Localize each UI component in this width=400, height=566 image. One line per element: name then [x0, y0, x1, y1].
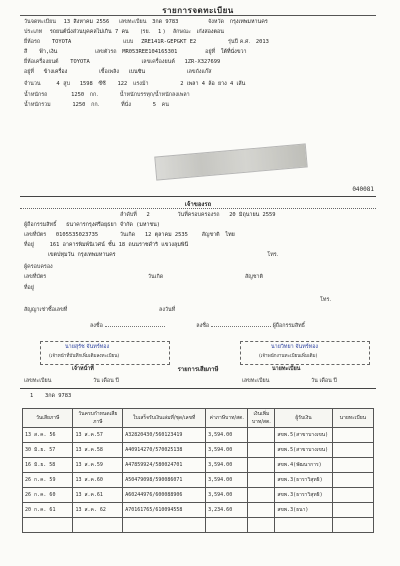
cc-unit: ซีซี [98, 81, 106, 87]
weight-value: 1250 [71, 92, 85, 98]
registration-document [20, 0, 376, 566]
title-rule [20, 15, 376, 16]
holder-label: ผู้ถือกรรมสิทธิ์ [24, 222, 57, 228]
nationality-label: สัญชาติ [201, 232, 220, 238]
left-date-label: วัน เดือน ปี [93, 378, 119, 384]
reg-row-3 [24, 39, 269, 46]
model-label: แบบ [123, 39, 134, 45]
address-line-2: เขตปทุมวัน กรุงเทพมหานคร [48, 252, 116, 258]
tax-table-header [23, 409, 374, 428]
own-date-value: 20 มิถุนายน 2559 [229, 212, 276, 218]
due-date: 13 ส.ค.61 [73, 488, 123, 503]
nationality-value: ไทย [225, 232, 235, 238]
officer-2-stamp-text: (เจ้าพนักงานทะเบียนเพิ่มเติม) [259, 354, 318, 359]
registrar-cell [332, 503, 373, 518]
address-label: ที่อยู่ [24, 242, 34, 248]
weight-label: น้ำหนักรถ [24, 92, 48, 98]
possessor-address-label: ที่อยู่ [24, 285, 34, 291]
officer-stamp-right [240, 341, 370, 365]
gas-tank-label: เลขถังแก๊ส [186, 69, 212, 75]
extra-amount [248, 503, 275, 518]
col-due: วันครบกำหนดเสียภาษี [73, 409, 123, 428]
extra-amount [248, 443, 275, 458]
due-date: 13 ส.ค.59 [73, 458, 123, 473]
col-amount: ค่าภาษีบาท/สต. [206, 409, 248, 428]
hp-value: 122 [117, 81, 128, 87]
year-label: รุ่นปี ค.ศ. [227, 39, 251, 45]
received-by: สขพ.5(สาขาบางเขน) [275, 428, 332, 443]
type-label: ประเภท [24, 29, 43, 35]
dob-label: วันเกิด [119, 232, 136, 238]
owner-row-2 [24, 222, 160, 229]
paid-date: 26 ก.ค. 59 [23, 473, 73, 488]
color-label: สี [24, 49, 28, 55]
owner-row-5 [48, 252, 278, 259]
cylinders-unit: สูบ [63, 81, 70, 87]
plate-label: เลขทะเบียน [119, 19, 147, 25]
officer-stamp-left [40, 341, 170, 365]
rsp-close: ) [163, 29, 166, 35]
holder-signature-label: ผู้ถือกรรมสิทธิ์ [272, 323, 305, 329]
chassis-label: เลขตัวรถ [94, 49, 117, 55]
contract-label: สัญญาเช่าซื้อเลขที่ [24, 307, 68, 313]
table-row [23, 458, 374, 473]
chassis-pos-label: อยู่ที่ [205, 49, 216, 55]
registrar-cell [332, 443, 373, 458]
owner-title-underline [20, 208, 376, 209]
reg-row-8 [24, 92, 190, 99]
tax-amount: 3,594.00 [206, 443, 248, 458]
gross-weight-value: 1250 [72, 102, 86, 108]
paid-date: 20 ก.ค. 61 [23, 503, 73, 518]
adhesive-tape-strip [154, 143, 308, 180]
paid-date: 30 มิ.ย. 57 [23, 443, 73, 458]
receipt-no: A40914270/570025138 [123, 443, 206, 458]
receipt-no: A60244976/600088906 [123, 488, 206, 503]
owner-row-3 [24, 232, 235, 239]
year-value: 2013 [255, 39, 269, 45]
paid-date: 16 มิ.ย. 58 [23, 458, 73, 473]
signature-row [90, 323, 305, 330]
sequence-label: ลำดับที่ [120, 212, 137, 218]
brand-value: TOYOTA [51, 39, 72, 45]
tax-amount: 3,594.00 [206, 488, 248, 503]
officer-1-stamp-text: (เจ้าหน้าที่บันทึกเพิ่มเติมลงทะเบียน) [49, 354, 120, 359]
plate-value: 3กด 9783 [152, 19, 179, 25]
officer-1-name: นายสุรัช จันทร์ทอง [65, 344, 110, 350]
tax-header-plate: 3กด 9783 [44, 393, 72, 399]
extra-amount [248, 473, 275, 488]
due-date: 13 ส.ค. 62 [73, 503, 123, 518]
rsp-value: 1 [158, 29, 162, 35]
corner-serial: 040081 [352, 186, 374, 193]
right-plate-label: เลขทะเบียน [242, 378, 270, 384]
receipt-no: A47859924/580024701 [123, 458, 206, 473]
owner-row-1 [120, 212, 276, 219]
left-plate-label: เลขทะเบียน [24, 378, 52, 384]
fuel-label: เชื้อเพลิง [98, 69, 120, 75]
tax-section-title: รายการเสียภาษี [177, 366, 219, 373]
table-row [23, 473, 374, 488]
receipt-no: A50479098/590086071 [123, 473, 206, 488]
officer-1-role: เจ้าหน้าที่ [72, 366, 94, 372]
tax-amount: 3,594.00 [206, 473, 248, 488]
received-by: สขพ.5(สาขาบางเขน) [275, 443, 332, 458]
owner-section-title: เจ้าของรถ [184, 201, 212, 208]
tax-top-rule [20, 388, 376, 389]
col-registrar: นายทะเบียน [332, 409, 373, 428]
owner-row-4 [24, 242, 188, 249]
seats-unit: คน [161, 102, 169, 108]
own-date-label: วันที่ครอบครองรถ [177, 212, 220, 218]
table-row [23, 443, 374, 458]
sequence-value: 2 [146, 212, 150, 218]
registrar-cell [332, 473, 373, 488]
engine-no-value: 1ZR-X327699 [184, 59, 221, 65]
registrar-cell [332, 428, 373, 443]
weight-unit: กก. [89, 92, 99, 98]
tax-amount: 3,234.60 [206, 503, 248, 518]
reg-row-4 [24, 49, 247, 56]
possessor-row-2 [24, 274, 263, 281]
chassis-value: MR053REE104165301 [122, 49, 178, 55]
paid-date: 26 ก.ค. 60 [23, 488, 73, 503]
reg-row-1 [24, 19, 268, 26]
tax-header-row [30, 393, 71, 400]
possessor-row-3 [24, 285, 34, 292]
reg-row-5 [24, 59, 220, 66]
engine-brand-value: TOYOTA [70, 59, 90, 65]
table-row [23, 428, 374, 443]
possessor-dob-label: วันเกิด [147, 274, 164, 280]
gross-weight-label: น้ำหนักรวม [24, 102, 51, 108]
fuel-value: เบนซิน [128, 69, 146, 75]
reg-row-9 [24, 102, 169, 109]
left-stamp-row [24, 378, 119, 385]
col-extra: เงินเพิ่มบาท/สต. [248, 409, 275, 428]
officer-2-role: นายทะเบียน [272, 366, 301, 372]
registrar-cell [332, 458, 373, 473]
hp-unit: แรงม้า [132, 81, 149, 87]
possessor-row-4 [320, 297, 331, 304]
cc-value: 1598 [79, 81, 93, 87]
col-by: ผู้รับเงิน [275, 409, 332, 428]
holder-value: ธนาคารกรุงศรีอยุธยา จำกัด (มหาชน) [66, 222, 161, 228]
due-date: 13 ส.ค.58 [73, 443, 123, 458]
id-label: เลขที่บัตร [24, 232, 47, 238]
paid-date: 13 ส.ค. 56 [23, 428, 73, 443]
contract-date-label: ลงวันที่ [159, 307, 176, 313]
cylinders-label: จำนวน [24, 81, 41, 87]
col-paid: วันเสียภาษี [23, 409, 73, 428]
rsp-label: (รย. [140, 29, 151, 35]
contract-row [24, 307, 175, 314]
load-label: น้ำหนักบรรทุก/น้ำหนักลงเพลา [119, 92, 190, 98]
dob-value: 12 ตุลาคม 2535 [144, 232, 188, 238]
tax-amount: 3,594.00 [206, 458, 248, 473]
color-value: ฟ้า,เงิน [39, 49, 58, 55]
seats-label: ที่นั่ง [121, 102, 131, 108]
id-value: 0105535023735 [55, 232, 99, 238]
section-rule-owner [20, 196, 376, 197]
receipt-no: A70161765/610094558 [123, 503, 206, 518]
reg-row-7 [24, 81, 245, 88]
possessor-label: ผู้ครอบครอง [24, 264, 53, 270]
style-value: เก๋งสองตอน [196, 29, 224, 35]
table-row-empty [23, 518, 374, 533]
engine-pos-label: อยู่ที่ [24, 69, 34, 75]
tax-amount: 3,594.00 [206, 428, 248, 443]
reg-date-label: วันจดทะเบียน [24, 19, 56, 25]
right-stamp-row [242, 378, 337, 385]
due-date: 13 ส.ค.60 [73, 473, 123, 488]
possessor-row-1 [24, 264, 53, 271]
due-date: 13 ส.ค.57 [73, 428, 123, 443]
sign-1-label: ลงชื่อ [90, 323, 103, 329]
tax-header-no: 1 [30, 393, 34, 399]
address-value: 161 อาคารพิมพ์นิเวศน์ ชั้น 18 ถนนราชดำริ แขวงลุมพินี [49, 242, 189, 248]
received-by: สขพ.4(พัฒนาการ) [275, 458, 332, 473]
right-date-label: วัน เดือน ปี [311, 378, 337, 384]
cylinders-value: 4 [56, 81, 60, 87]
model-value: ZRE141R-GEPGKT E2 [141, 39, 197, 45]
table-row [23, 503, 374, 518]
col-receipt: ใบเสร็จรับเงินเล่มที่/ชุด/เลขที่ [123, 409, 206, 428]
possessor-nationality-label: สัญชาติ [244, 274, 264, 280]
officer-2-name: นายวิทยา จันทร์ทอง [271, 344, 319, 350]
gross-weight-unit: กก. [91, 102, 100, 108]
engine-no-label: เลขเครื่องยนต์ [141, 59, 175, 65]
received-by: สขพ.3(ธนา) [275, 503, 332, 518]
table-row [23, 488, 374, 503]
possessor-id-label: เลขที่บัตร [24, 274, 47, 280]
chassis-pos-value: ใต้ที่นั่งขวา [220, 49, 247, 55]
seats-value: 5 [152, 102, 156, 108]
tax-table [22, 408, 374, 533]
receipt-no: A32820430/560123419 [123, 428, 206, 443]
brand-label: ยี่ห้อรถ [24, 39, 41, 45]
reg-row-6 [24, 69, 212, 76]
extra-amount [248, 488, 275, 503]
received-by: สขพ.3(ธาราวิสุทธิ) [275, 473, 332, 488]
registrar-cell [332, 488, 373, 503]
extra-amount [248, 458, 275, 473]
reg-date: 13 สิงหาคม 2556 [63, 19, 110, 25]
style-label: ลักษณะ [172, 29, 191, 35]
sign-2-label: ลงชื่อ [196, 323, 210, 329]
province-value: กรุงเทพมหานคร [229, 19, 268, 25]
engine-pos-value: ข้างเครื่อง [43, 69, 68, 75]
reg-row-2 [24, 29, 224, 36]
type-value: รถยนต์นั่งส่วนบุคคลไม่เกิน 7 คน [49, 29, 129, 35]
extra-amount [248, 428, 275, 443]
received-by: สขพ.3(ธาราวิสุทธิ) [275, 488, 332, 503]
engine-brand-label: ยี่ห้อเครื่องยนต์ [24, 59, 59, 65]
tel-label: โทร. [267, 252, 279, 258]
page-title: รายการจดทะเบียน [162, 6, 234, 15]
possessor-tel-label: โทร. [320, 297, 332, 303]
axles-wheels-value: 2 เพลา 4 ล้อ ยาง 4 เส้น [180, 81, 246, 87]
province-label: จังหวัด [208, 19, 224, 25]
